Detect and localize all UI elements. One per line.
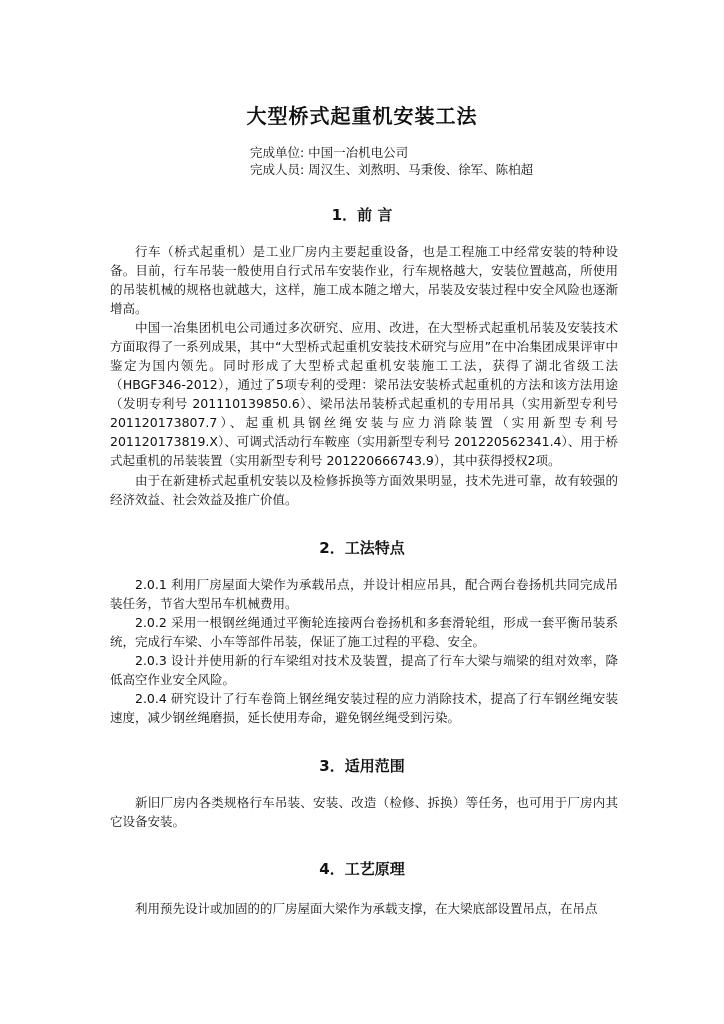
document-title: 大型桥式起重机安装工法: [246, 104, 478, 128]
section-2-paragraph: 2.0.4 研究设计了行车卷筒上钢丝绳安装过程的应力消除技术，提高了行车钢丝绳安装速度，减少钢丝绳磨损，延长使用寿命，避免钢丝绳受到污染。: [110, 691, 618, 725]
section-4-paragraph: 利用预先设计或加固的的厂房屋面大梁作为承载支撑，在大梁底部设置吊点，在吊点: [135, 901, 598, 916]
section-3-paragraph: 新旧厂房内各类规格行车吊装、安装、改造（检修、拆换）等任务，也可用于厂房内其它设备安装。: [110, 795, 618, 829]
completion-people: 完成人员: 周汉生、刘熬明、马秉俊、徐军、陈柏超: [250, 162, 534, 177]
section-1-paragraph: 中国一冶集团机电公司通过多次研究、应用、改进，在大型桥式起重机吊装及安装技术方面取得了一系列成果，其中“大型桥式起重机安装技术研究与应用”在中冶集团成果评审中鉴定为国内领先。同时形成了大型桥式起重机安装施工工法，获得了湖北省级工法（HBGF346-2012），通过了5项专利的受理：梁吊法安装桥式起重机的方法和该方法用途（发明专利号 201110139850.6）、梁吊法吊装桥式起重机的专用吊具（实用新型专利号 201120173807.7）、起重机具钢丝绳安装与应力消除装置（实用新型专利号 201120173819.X）、可调式活动行车鞍座（实用新型专利号 201220562341.4）、用于桥式起重机的吊装装置（实用新型专利号 201220666743.9），其中获得授权2项。: [110, 320, 618, 468]
section-heading-1: 1．前 言: [331, 206, 393, 224]
section-heading-3: 3．适用范围: [319, 757, 405, 775]
section-2-paragraph: 2.0.2 采用一根钢丝绳通过平衡轮连接两台卷扬机和多套滑轮组，形成一套平衡吊装系统，完成行车梁、小车等部件吊装，保证了施工过程的平稳、安全。: [110, 615, 618, 649]
section-2-paragraph: 2.0.1 利用厂房屋面大梁作为承载吊点，并设计相应吊具，配合两台卷扬机共同完成吊装任务，节省大型吊车机械费用。: [110, 577, 618, 611]
section-2-paragraph: 2.0.3 设计并使用新的行车梁组对技术及装置，提高了行车大梁与端梁的组对效率，降低高空作业安全风险。: [110, 653, 618, 687]
section-heading-4: 4．工艺原理: [319, 860, 405, 878]
section-1-paragraph: 行车（桥式起重机）是工业厂房内主要起重设备，也是工程施工中经常安装的特种设备。目前，行车吊装一般使用自行式吊车安装作业，行车规格越大，安装位置越高，所使用的吊装机械的规格也就越大，这样，施工成本随之增大，吊装及安装过程中安全风险也逐渐增高。: [110, 244, 618, 316]
section-1-paragraph: 由于在新建桥式起重机安装以及检修拆换等方面效果明显，技术先进可靠，故有较强的经济效益、社会效益及推广价值。: [110, 473, 618, 507]
section-heading-2: 2．工法特点: [319, 539, 405, 557]
completion-unit: 完成单位: 中国一冶机电公司: [250, 145, 409, 160]
